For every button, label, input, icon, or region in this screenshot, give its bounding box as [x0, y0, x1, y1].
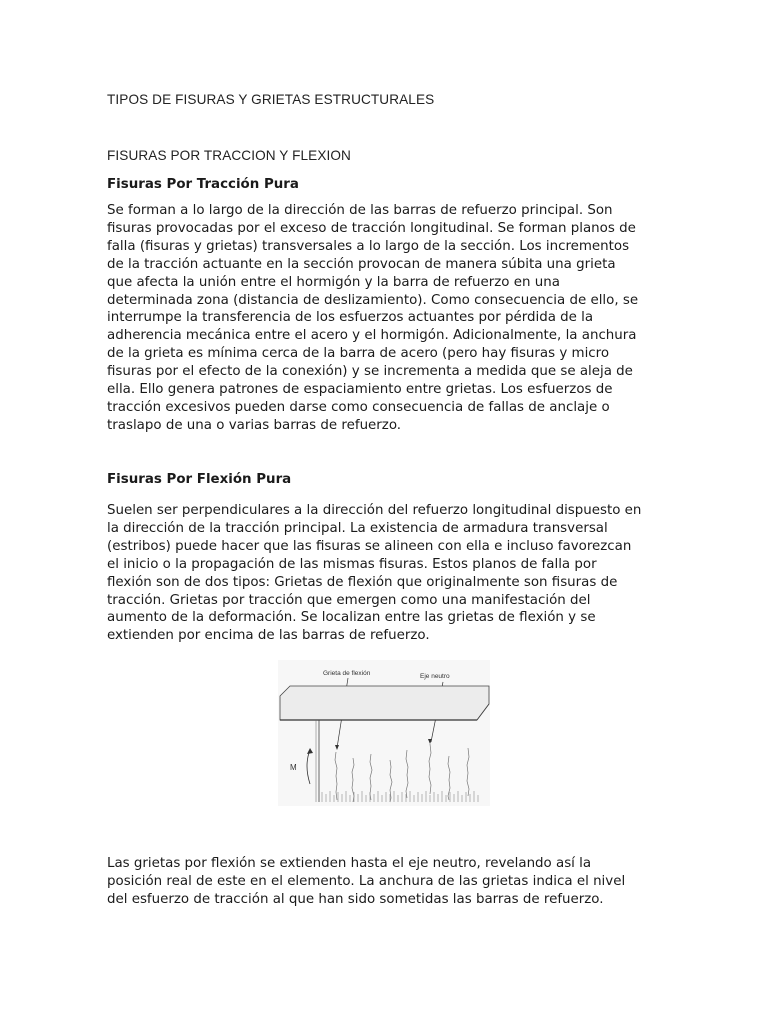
figure-label-crack: Grieta de flexión — [323, 670, 371, 677]
section-heading-traccion: Fisuras Por Tracción Pura — [107, 177, 299, 192]
paragraph-traccion — [107, 202, 667, 435]
paragraph-line: interrumpe la transferencia de los esfuerzos actuantes por pérdida de la — [107, 310, 594, 326]
document-subtitle: FISURAS POR TRACCION Y FLEXION — [107, 148, 351, 163]
paragraph-line: traslapo de una o varias barras de refuerzo. — [107, 417, 402, 433]
paragraph-line: de la grieta es mínima cerca de la barra de acero (pero hay fisuras y micro — [107, 346, 610, 362]
paragraph-line: determinada zona (distancia de deslizamiento). Como consecuencia de ello, se — [107, 292, 639, 308]
figure-label-moment: M — [290, 763, 297, 772]
paragraph-closing — [107, 855, 667, 909]
paragraph-line: del esfuerzo de tracción al que han sido sometidas las barras de refuerzo. — [107, 891, 604, 907]
paragraph-line: tracción excesivos pueden darse como consecuencia de fallas de anclaje o — [107, 399, 610, 415]
paragraph-line: falla (fisuras y grietas) transversales a lo largo de la sección. Los incrementos — [107, 238, 630, 254]
paragraph-line: posición real de este en el elemento. La anchura de las grietas indica el nivel — [107, 873, 626, 889]
paragraph-line: extienden por encima de las barras de refuerzo. — [107, 628, 430, 644]
paragraph-line: Las grietas por flexión se extienden hasta el eje neutro, revelando así la — [107, 856, 592, 871]
paragraph-flexion — [107, 502, 667, 645]
paragraph-line: adherencia mecánica entre el acero y el hormigón. Adicionalmente, la anchura — [107, 328, 637, 344]
paragraph-line: el inicio o la propagación de las mismas fisuras. Estos planos de falla por — [107, 556, 597, 572]
paragraph-line: Se forman a lo largo de la dirección de las barras de refuerzo principal. Son — [107, 203, 613, 218]
paragraph-line: ella. Ello genera patrones de espaciamiento entre grietas. Los esfuerzos de — [107, 382, 613, 398]
flexion-cracks-figure — [278, 660, 490, 806]
paragraph-line: Suelen ser perpendiculares a la dirección del refuerzo longitudinal dispuesto en — [107, 503, 642, 518]
paragraph-line: fisuras por el efecto de la conexión) y se incrementa a medida que se aleja de — [107, 364, 633, 380]
paragraph-line: tracción. Grietas por tracción que emergen como una manifestación del — [107, 592, 591, 608]
figure-background — [278, 660, 490, 806]
document-title: TIPOS DE FISURAS Y GRIETAS ESTRUCTURALES — [107, 92, 435, 107]
paragraph-line: flexión son de dos tipos: Grietas de flexión que originalmente son fisuras de — [107, 574, 618, 590]
paragraph-line: aumento de la deformación. Se localizan entre las grietas de flexión y se — [107, 610, 596, 626]
paragraph-line: que afecta la unión entre el hormigón y la barra de refuerzo en una — [107, 274, 560, 290]
paragraph-line: la dirección de la tracción principal. La existencia de armadura transversal — [107, 520, 608, 536]
beam-slab — [280, 686, 489, 720]
figure-label-axis: Eje neutro — [420, 673, 450, 680]
section-heading-flexion: Fisuras Por Flexión Pura — [107, 472, 292, 487]
paragraph-line: (estribos) puede hacer que las fisuras se alineen con ella e incluso favorezcan — [107, 538, 632, 554]
paragraph-line: de la tracción actuante en la sección provocan de manera súbita una grieta — [107, 256, 616, 272]
paragraph-line: fisuras provocadas por el exceso de tracción longitudinal. Se forman planos de — [107, 220, 636, 236]
